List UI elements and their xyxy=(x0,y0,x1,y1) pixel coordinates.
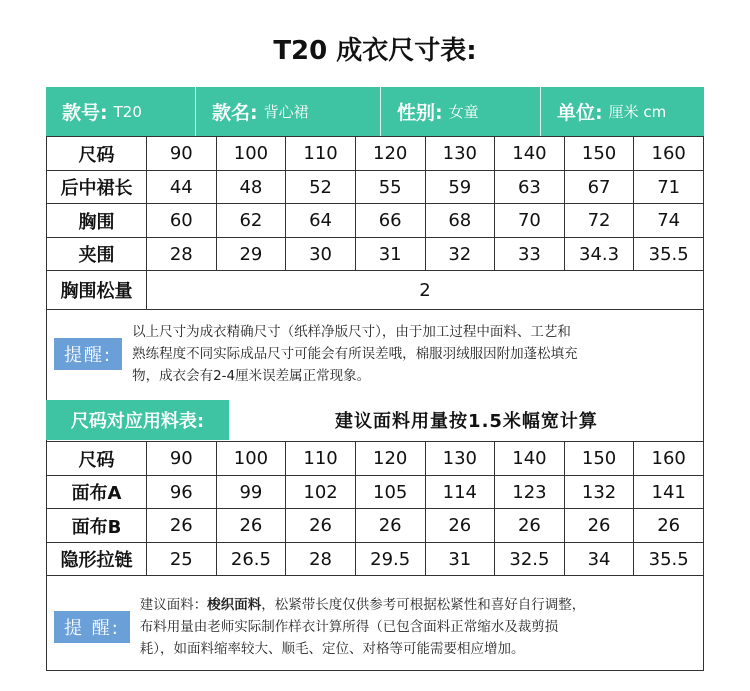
table-cell: 110 xyxy=(286,137,356,171)
table-cell: 63 xyxy=(495,171,565,204)
gender-cell xyxy=(381,87,541,136)
table-cell: 34.3 xyxy=(564,238,634,271)
table-cell: 48 xyxy=(216,171,286,204)
table-cell: 32.5 xyxy=(495,543,565,576)
row-label: 隐形拉链 xyxy=(47,543,147,576)
table-cell: 55 xyxy=(355,171,425,204)
table-cell: 35.5 xyxy=(634,543,704,576)
table-cell: 150 xyxy=(564,137,634,171)
table-cell: 29 xyxy=(216,238,286,271)
table-row xyxy=(47,476,704,509)
table-cell: 66 xyxy=(355,204,425,238)
table-cell: 110 xyxy=(286,442,356,476)
table-cell: 160 xyxy=(634,137,704,171)
row-label: 面布A xyxy=(47,476,147,509)
table-cell: 90 xyxy=(147,442,217,476)
table-cell: 44 xyxy=(147,171,217,204)
table-cell: 130 xyxy=(425,137,495,171)
style-name-label: 款名: xyxy=(212,102,258,124)
style-number-value: T20 xyxy=(113,102,142,121)
table-row xyxy=(47,204,704,238)
notice-prefix: 建议面料： xyxy=(139,597,208,613)
table-row xyxy=(47,271,704,310)
row-label: 胸围松量 xyxy=(47,271,147,310)
table-cell: 99 xyxy=(216,476,286,509)
gender-label: 性别: xyxy=(397,102,443,124)
table-cell: 62 xyxy=(216,204,286,238)
table-cell: 26 xyxy=(564,509,634,543)
table-cell: 34 xyxy=(564,543,634,576)
table-cell: 26 xyxy=(425,509,495,543)
table-cell: 100 xyxy=(216,442,286,476)
notice-line: 以上尺寸为成衣精确尺寸（纸样净版尺寸），由于加工过程中面料、工艺和 xyxy=(132,324,571,340)
table-cell: 25 xyxy=(147,543,217,576)
row-label: 尺码 xyxy=(47,442,147,476)
table-cell: 123 xyxy=(495,476,565,509)
unit-label: 单位: xyxy=(557,102,603,124)
table-cell: 100 xyxy=(216,137,286,171)
notice-text xyxy=(140,594,586,660)
table-cell: 130 xyxy=(425,442,495,476)
table-cell: 59 xyxy=(425,171,495,204)
table-cell: 26 xyxy=(355,509,425,543)
table-row xyxy=(47,238,704,271)
notice-text xyxy=(132,321,578,387)
notice-suffix: ，松紧带长度仅供参考可根据松紧性和喜好自行调整， xyxy=(261,597,586,613)
table-cell: 160 xyxy=(634,442,704,476)
notice-line: 熟练程度不同实际成品尺寸可能会有所误差哦，棉服羽绒服因附加蓬松填充 xyxy=(132,346,578,362)
table-cell: 90 xyxy=(147,137,217,171)
table-cell: 96 xyxy=(147,476,217,509)
fabric-table-title: 尺码对应用料表: xyxy=(46,400,229,440)
table-cell: 52 xyxy=(286,171,356,204)
table-cell: 28 xyxy=(286,543,356,576)
notice-line: 耗），如面料缩率较大、顺毛、定位、对格等可能需要相应增加。 xyxy=(139,641,525,657)
table-cell: 120 xyxy=(355,442,425,476)
page-title: T20 成衣尺寸表: xyxy=(273,36,477,66)
table-cell: 71 xyxy=(634,171,704,204)
table-cell: 33 xyxy=(495,238,565,271)
table-cell: 140 xyxy=(495,137,565,171)
notice-size xyxy=(46,310,704,398)
style-name-cell xyxy=(196,87,381,136)
fabric-header xyxy=(46,400,704,440)
table-cell: 120 xyxy=(355,137,425,171)
row-label: 后中裙长 xyxy=(47,171,147,204)
table-cell: 105 xyxy=(355,476,425,509)
notice-line xyxy=(140,594,586,616)
table-row xyxy=(47,509,704,543)
notice-line: 布料用量由老师实际制作样衣计算所得（已包含面料正常缩水及裁剪损 xyxy=(139,619,559,635)
table-cell: 60 xyxy=(147,204,217,238)
table-cell: 26 xyxy=(147,509,217,543)
notice-badge: 提醒: xyxy=(54,338,122,370)
fabric-table xyxy=(46,441,704,576)
row-label: 胸围 xyxy=(47,204,147,238)
table-cell: 26 xyxy=(216,509,286,543)
row-label: 面布B xyxy=(47,509,147,543)
table-cell: 31 xyxy=(425,543,495,576)
table-cell: 72 xyxy=(564,204,634,238)
table-cell: 74 xyxy=(634,204,704,238)
style-number-cell xyxy=(46,87,196,136)
table-cell: 102 xyxy=(286,476,356,509)
table-cell: 30 xyxy=(286,238,356,271)
table-cell: 28 xyxy=(147,238,217,271)
table-cell: 26 xyxy=(286,509,356,543)
notice-line: 物，成衣会有2-4厘米误差属正常现象。 xyxy=(132,368,371,384)
unit-cell xyxy=(541,87,704,136)
row-label: 尺码 xyxy=(47,137,147,171)
style-number-label: 款号: xyxy=(62,102,108,124)
ease-value: 2 xyxy=(147,271,704,310)
info-bar xyxy=(46,87,704,136)
table-cell: 150 xyxy=(564,442,634,476)
unit-value: 厘米 cm xyxy=(608,103,667,121)
table-cell: 140 xyxy=(495,442,565,476)
notice-badge: 提 醒: xyxy=(54,611,130,643)
table-cell: 26.5 xyxy=(216,543,286,576)
table-cell: 35.5 xyxy=(634,238,704,271)
table-cell: 29.5 xyxy=(355,543,425,576)
row-label: 夹围 xyxy=(47,238,147,271)
notice-fabric xyxy=(46,584,704,670)
table-row xyxy=(47,137,704,171)
table-row xyxy=(47,543,704,576)
table-cell: 64 xyxy=(286,204,356,238)
table-cell: 132 xyxy=(564,476,634,509)
table-cell: 26 xyxy=(634,509,704,543)
table-cell: 68 xyxy=(425,204,495,238)
table-cell: 141 xyxy=(634,476,704,509)
table-cell: 114 xyxy=(425,476,495,509)
table-row xyxy=(47,442,704,476)
fabric-width-note: 建议面料用量按1.5米幅宽计算 xyxy=(335,411,598,432)
size-table xyxy=(46,136,704,310)
table-cell: 70 xyxy=(495,204,565,238)
table-row xyxy=(47,171,704,204)
table-cell: 67 xyxy=(564,171,634,204)
style-name-value: 背心裙 xyxy=(263,103,309,121)
table-cell: 26 xyxy=(495,509,565,543)
gender-value: 女童 xyxy=(448,103,479,121)
table-cell: 31 xyxy=(355,238,425,271)
notice-bold-fabric: 梭织面料 xyxy=(207,597,262,613)
table-cell: 32 xyxy=(425,238,495,271)
